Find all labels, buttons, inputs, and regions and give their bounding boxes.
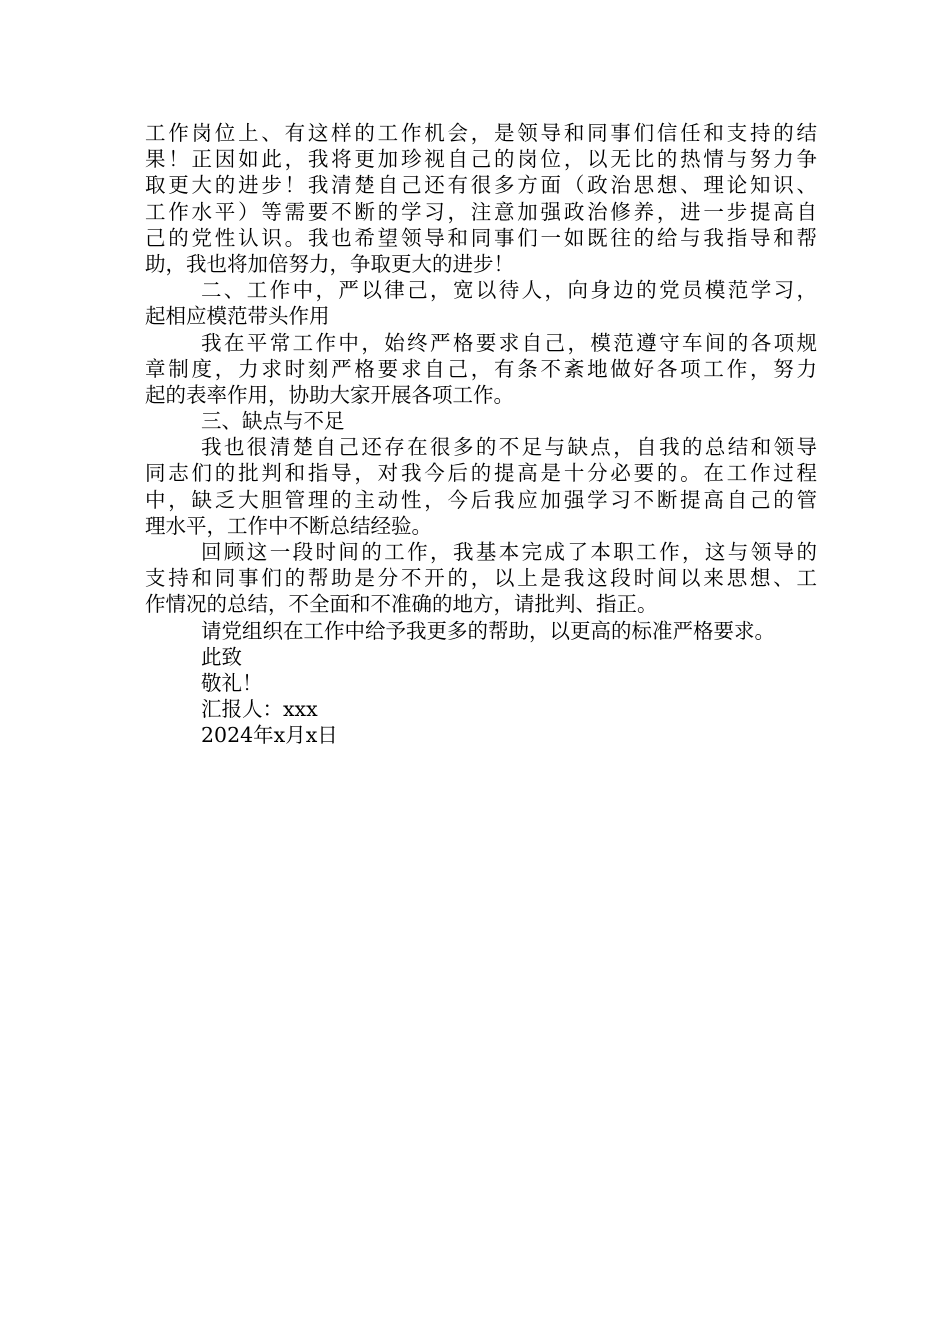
text-line: 汇报人：xxx [201, 697, 318, 722]
text-line: 果！正因如此，我将更加珍视自己的岗位，以无比的热情与努力争 [145, 147, 817, 172]
text-line: 我也很清楚自己还存在很多的不足与缺点，自我的总结和领导 [201, 435, 817, 460]
text-line: 起相应模范带头作用 [145, 304, 330, 329]
text-line: 2024年x月x日 [201, 723, 338, 748]
text-line: 工作水平）等需要不断的学习，注意加强政治修养，进一步提高自 [145, 199, 817, 224]
text-line: 己的党性认识。我也希望领导和同事们一如既往的给与我指导和帮 [145, 225, 817, 250]
text-line: 取更大的进步！我清楚自己还有很多方面（政治思想、理论知识、 [145, 173, 817, 198]
text-line: 支持和同事们的帮助是分不开的，以上是我这段时间以来思想、工 [145, 566, 817, 591]
text-line: 中，缺乏大胆管理的主动性，今后我应加强学习不断提高自己的管 [145, 487, 817, 512]
text-line: 作情况的总结，不全面和不准确的地方，请批判、指正。 [145, 592, 658, 617]
text-line: 章制度，力求时刻严格要求自己，有条不紊地做好各项工作，努力 [145, 356, 817, 381]
text-line: 同志们的批判和指导，对我今后的提高是十分必要的。在工作过程 [145, 461, 817, 486]
text-line: 请党组织在工作中给予我更多的帮助，以更高的标准严格要求。 [201, 618, 775, 643]
document-body [145, 120, 817, 749]
text-line: 回顾这一段时间的工作，我基本完成了本职工作，这与领导的 [201, 540, 817, 564]
text-line: 此致 [201, 644, 242, 669]
text-line: 二、工作中，严以律己，宽以待人，向身边的党员模范学习， [201, 278, 817, 303]
text-line: 起的表率作用，协助大家开展各项工作。 [145, 382, 514, 407]
text-line: 我在平常工作中，始终严格要求自己，模范遵守车间的各项规 [201, 330, 817, 355]
text-line: 三、缺点与不足 [201, 409, 345, 434]
text-line: 敬礼！ [201, 670, 263, 695]
text-line: 理水平，工作中不断总结经验。 [145, 513, 432, 538]
text-line: 工作岗位上、有这样的工作机会，是领导和同事们信任和支持的结 [145, 121, 817, 145]
text-line: 助，我也将加倍努力，争取更大的进步！ [145, 251, 514, 276]
